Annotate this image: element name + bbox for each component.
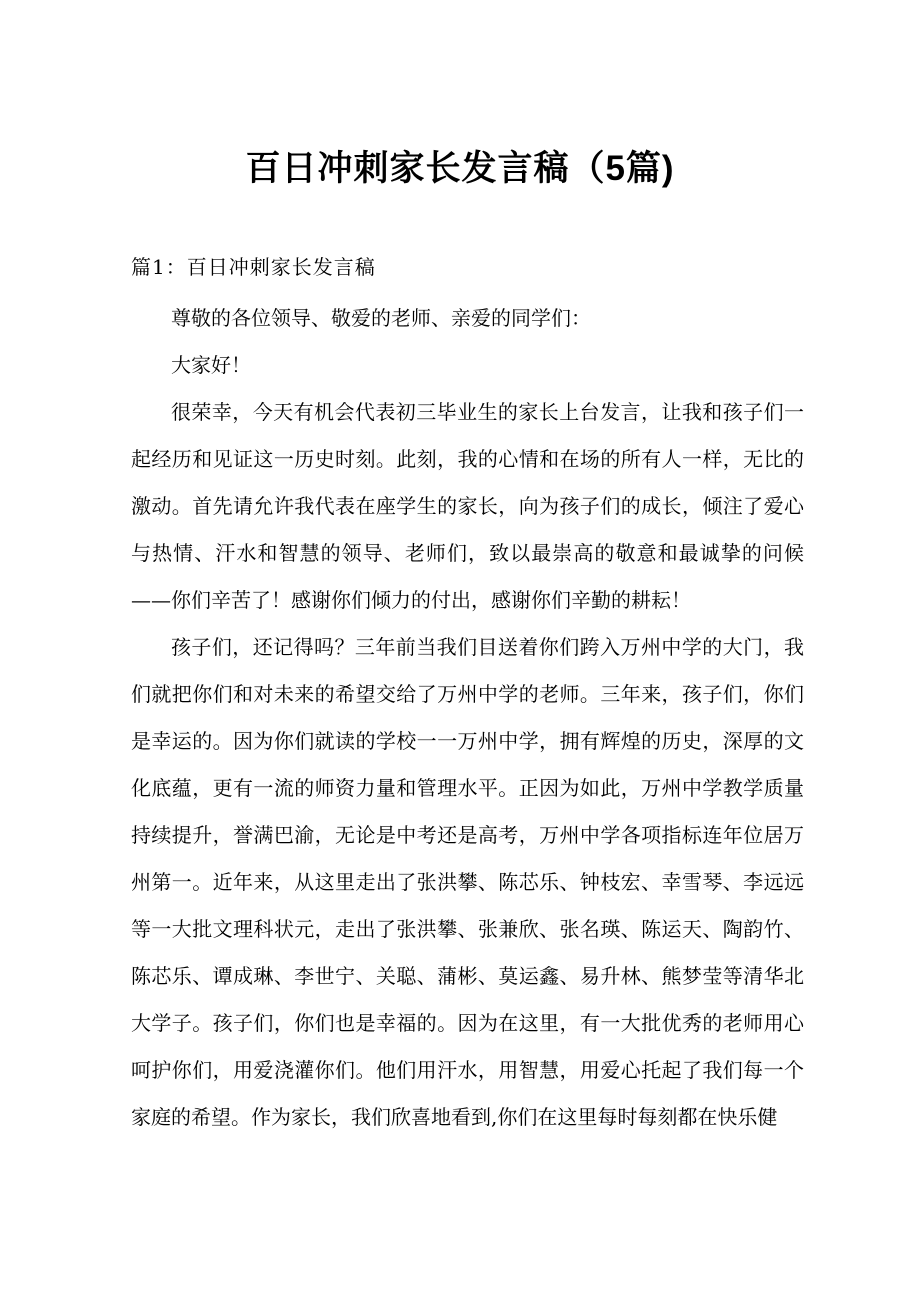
paragraph-salutation: 尊敬的各位领导、敬爱的老师、亲爱的同学们： [171,306,591,330]
paragraph-greeting: 大家好！ [171,353,251,377]
paragraph-opening: 很荣幸，今天有机会代表初三毕业生的家长上台发言，让我和孩子们一起经历和见证这一历史时刻。此刻，我的心情和在场的所有人一样，无比的激动。首先请允许我代表在座学生的家长，向为孩子们的成长，倾注了爱心与热情、汗水和智慧的领导、老师们，致以最崇高的敬意和最诚挚的问候——你们辛苦了！感谢你们倾力的付出，感谢你们辛勤的耕耘！ [131,400,804,612]
section-heading: 篇1：百日冲刺家长发言稿 [131,255,376,279]
document-body [131,295,804,1141]
paragraph-school-history: 孩子们，还记得吗？三年前当我们目送着你们跨入万州中学的大门，我们就把你们和对未来的希望交给了万州中学的老师。三年来，孩子们，你们是幸运的。因为你们就读的学校一一万州中学，拥有辉煌的历史，深厚的文化底蕴，更有一流的师资力量和管理水平。正因为如此，万州中学教学质量持续提升，誉满巴渝，无论是中考还是高考，万州中学各项指标连年位居万州第一。近年来，从这里走出了张洪攀、陈芯乐、钟枝宏、幸雪琴、李远远等一大批文理科状元，走出了张洪攀、张兼欣、张名瑛、陈运天、陶韵竹、陈芯乐、谭成琳、李世宁、关聪、蒲彬、莫运鑫、易升林、熊梦莹等清华北大学子。孩子们，你们也是幸福的。因为在这里，有一大批优秀的老师用心呵护你们，用爱浇灌你们。他们用汗水，用智慧，用爱心托起了我们每一个家庭的希望。作为家长，我们欣喜地看到,你们在这里每时每刻都在快乐健 [131,635,804,1129]
document-title: 百日冲刺家长发言稿（5篇) [245,149,675,188]
